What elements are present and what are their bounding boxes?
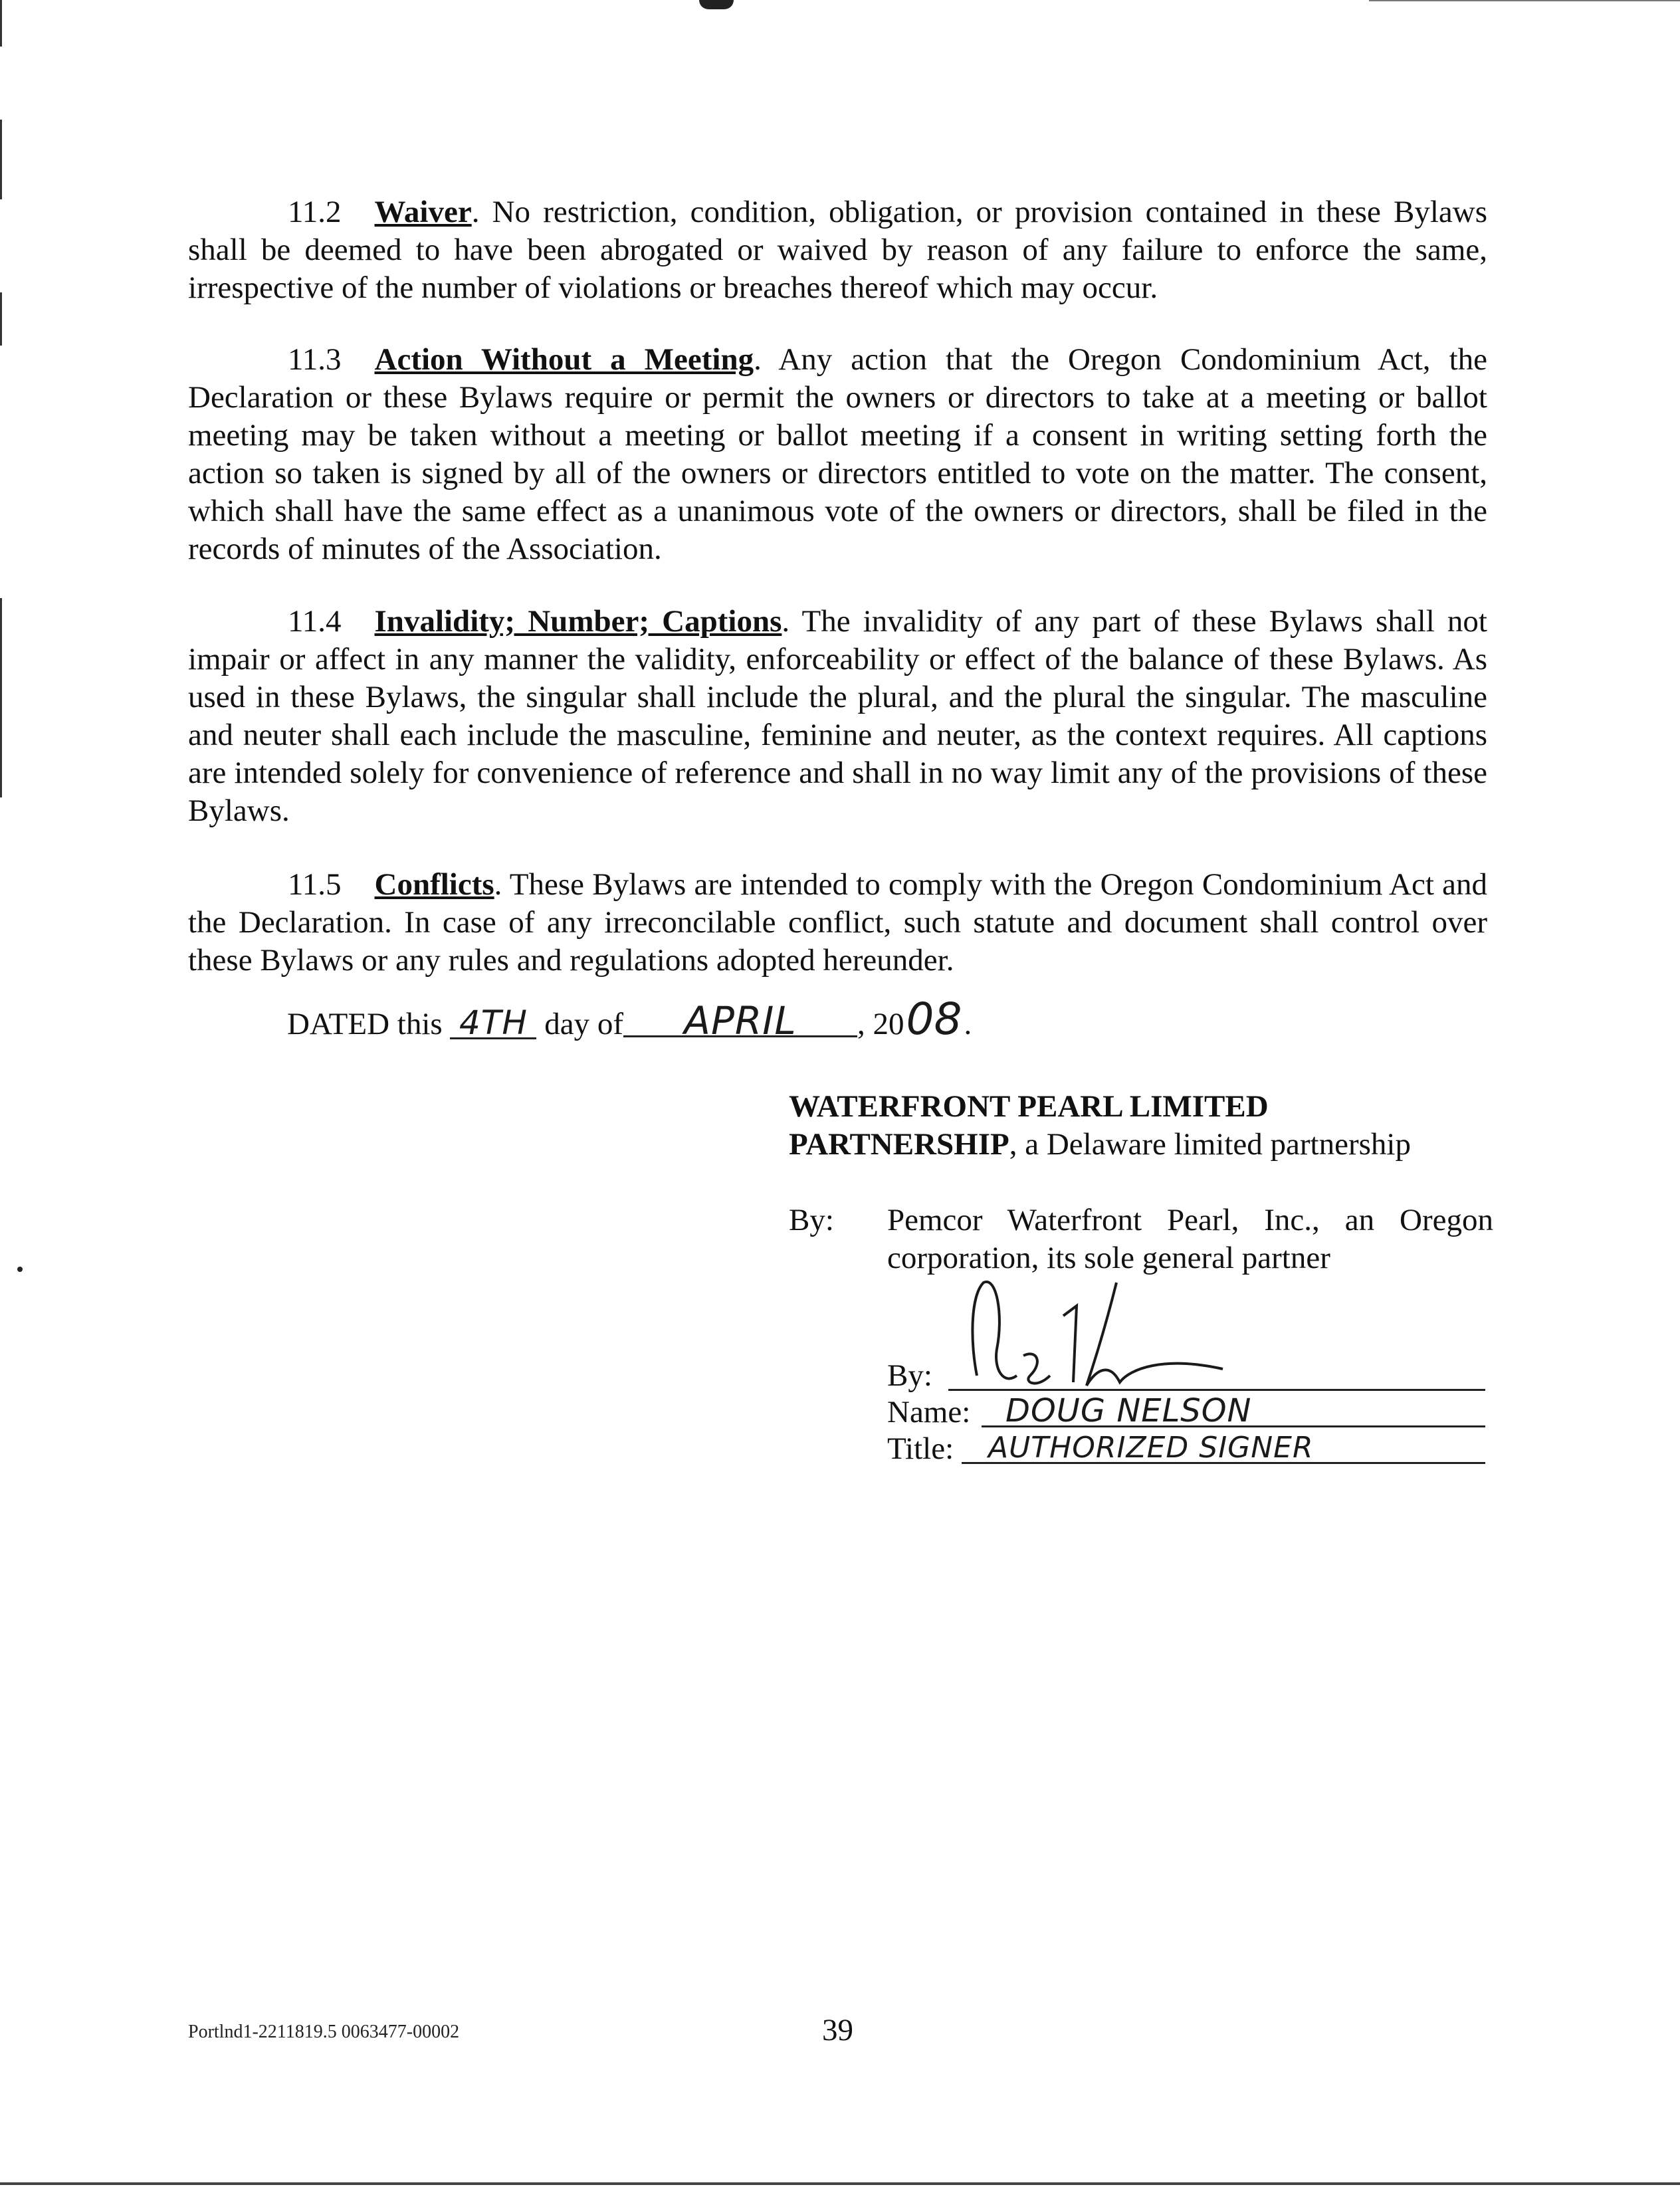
section-11-4 bbox=[188, 603, 1487, 830]
section-11-2 bbox=[188, 193, 1487, 307]
section-text: . No restriction, condition, obligation, or provision contained in these Bylaws shall be deemed to have been abrogated or waived by reason of any failure to enforce the same, irrespective of the number of violations or breaches thereof which may occur. bbox=[188, 195, 1487, 305]
by-text: Pemcor Waterfront Pearl, Inc., an Oregon corporation, its sole general partner bbox=[887, 1203, 1493, 1275]
by-label: By: bbox=[789, 1203, 834, 1237]
partner-name-line2: PARTNERSHIP bbox=[789, 1127, 1009, 1162]
page-number: 39 bbox=[822, 2013, 853, 2047]
section-11-3 bbox=[188, 341, 1487, 568]
section-caption: Action Without a Meeting bbox=[374, 342, 754, 377]
name-line bbox=[887, 1394, 1485, 1431]
dated-mid: day of bbox=[544, 1007, 623, 1041]
scan-edge-line bbox=[0, 292, 2, 346]
section-number: 11.5 bbox=[288, 867, 342, 902]
sign-by-label: By: bbox=[887, 1358, 932, 1393]
section-caption: Conflicts bbox=[374, 867, 494, 902]
day-handwritten: 4TH bbox=[459, 1003, 528, 1042]
section-number: 11.3 bbox=[288, 342, 342, 377]
month-field bbox=[623, 998, 857, 1043]
dated-end: . bbox=[964, 1007, 972, 1041]
section-caption: Invalidity; Number; Captions bbox=[374, 604, 782, 639]
section-number: 11.2 bbox=[288, 195, 342, 229]
dated-prefix: DATED this bbox=[287, 1007, 443, 1041]
scan-edge-line bbox=[0, 598, 2, 797]
scan-edge-line bbox=[0, 0, 2, 47]
section-caption: Waiver bbox=[374, 195, 472, 229]
scan-edge-line bbox=[1369, 0, 1680, 1]
year-field bbox=[904, 993, 964, 1045]
scan-speck bbox=[17, 1267, 23, 1272]
name-label: Name: bbox=[887, 1395, 971, 1429]
section-number: 11.4 bbox=[288, 604, 342, 639]
year-handwritten: 08 bbox=[906, 993, 962, 1045]
title-line bbox=[887, 1430, 1485, 1468]
partner-name-line1: WATERFRONT PEARL LIMITED bbox=[789, 1089, 1269, 1124]
partner-descriptor: , a Delaware limited partnership bbox=[1009, 1127, 1411, 1162]
scan-mark bbox=[699, 0, 734, 9]
section-text: . Any action that the Oregon Condominium Act, the Declaration or these Bylaws require or permit the owners or directors to take at a meeting or ballot meeting may be taken without a meeting or ballot meeting if a consent in writing setting forth the action so taken is signed by all of the owners or directors entitled to vote on the matter. The consent, which shall have the same effect as a unanimous vote of the owners or directors, shall be filed in the records of minutes of the Association. bbox=[188, 342, 1487, 566]
dated-line bbox=[287, 993, 972, 1045]
section-text: . The invalidity of any part of these Bylaws shall not impair or affect in any manner the validity, enforceability or effect of the balance of these Bylaws. As used in these Bylaws, the singular shall include the plural, and the plural the singular. The masculine and neuter shall each include the masculine, feminine and neuter, as the context requires. All captions are intended solely for convenience of reference and shall in no way limit any of the provisions of these Bylaws. bbox=[188, 604, 1487, 828]
year-prefix: , 20 bbox=[857, 1007, 904, 1041]
month-handwritten: APRIL bbox=[684, 998, 797, 1043]
section-text: . These Bylaws are intended to comply with the Oregon Condominium Act and the Declaration. In case of any irreconcilable conflict, such statute and document shall control over these Bylaws or any rules and regulations adopted hereunder. bbox=[188, 867, 1487, 978]
name-handwritten: DOUG NELSON bbox=[1005, 1392, 1252, 1429]
section-11-5 bbox=[188, 866, 1487, 980]
day-field bbox=[450, 1003, 536, 1042]
title-handwritten: AUTHORIZED SIGNER bbox=[988, 1431, 1314, 1465]
footer-document-id: Portlnd1-2211819.5 0063477-00002 bbox=[188, 2022, 460, 2042]
scan-bottom-edge bbox=[0, 2182, 1680, 2185]
title-label: Title: bbox=[887, 1431, 954, 1466]
sign-by-line bbox=[887, 1357, 1485, 1395]
partner-block bbox=[789, 1088, 1493, 1164]
scan-edge-line bbox=[0, 120, 2, 199]
